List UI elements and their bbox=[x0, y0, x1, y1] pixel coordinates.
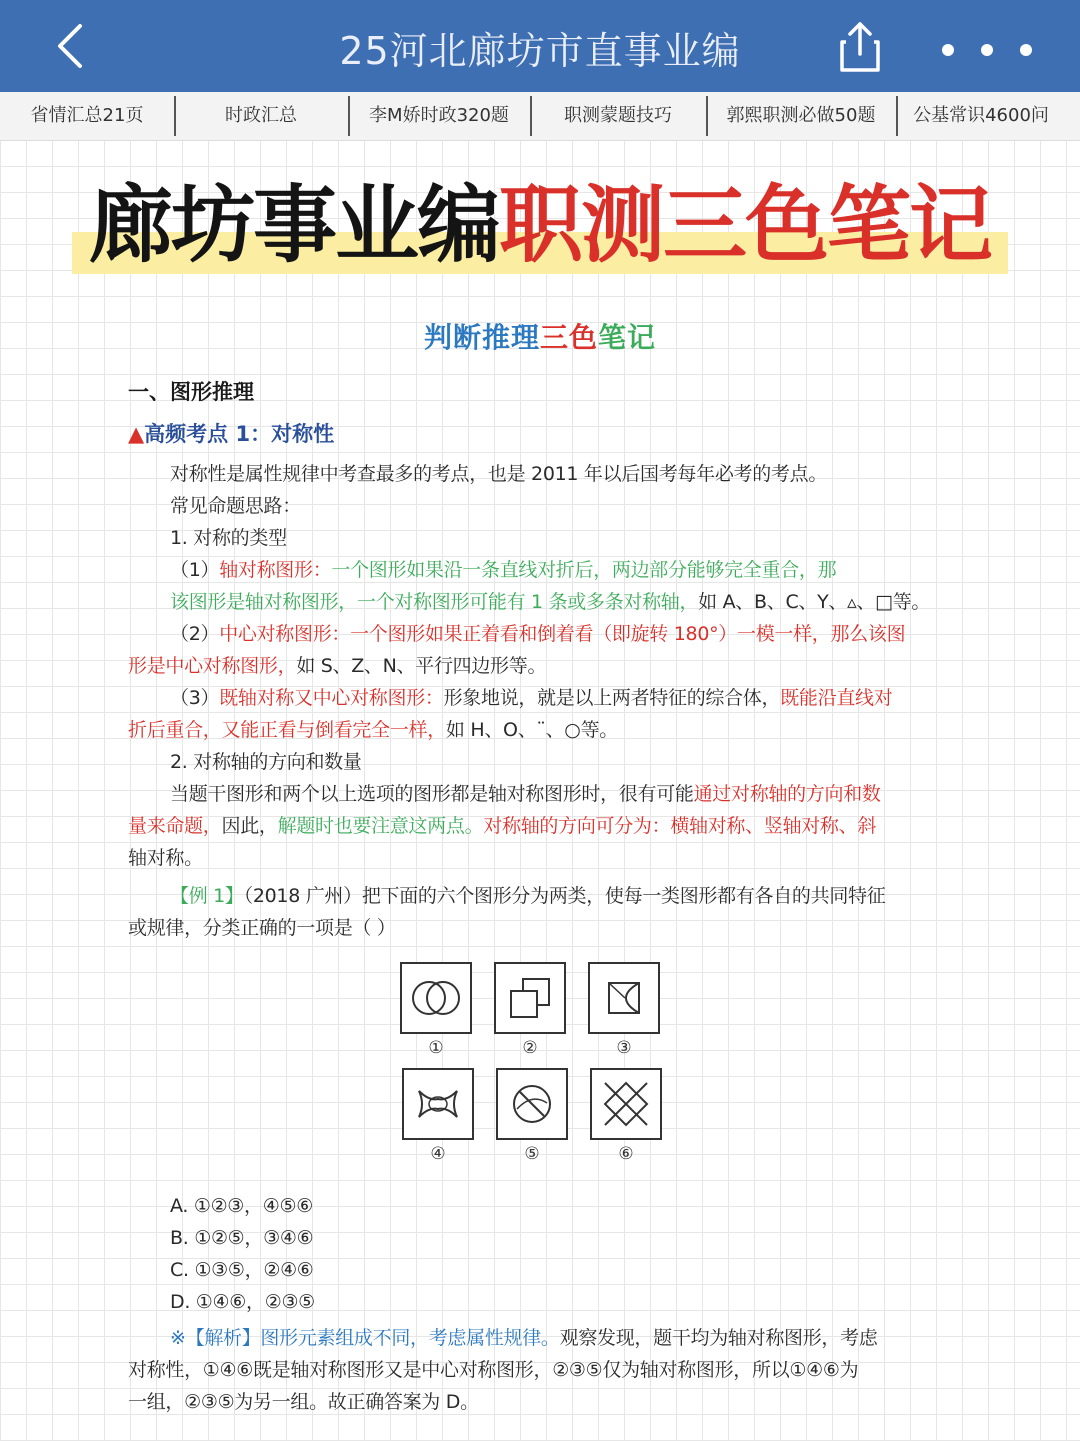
text-span: 对称轴的方向可分为：横轴对称、竖轴对称、斜 bbox=[483, 815, 877, 837]
text-span: 如 H、O、¨、○等。 bbox=[445, 719, 618, 741]
text-span: 既轴对称又中心对称图形： bbox=[219, 687, 444, 709]
text-line: 2. 对称轴的方向和数量 bbox=[170, 751, 362, 773]
text-line: 1. 对称的类型 bbox=[170, 527, 287, 549]
text-line bbox=[170, 586, 970, 618]
tab-1[interactable]: 省情汇总21页 bbox=[30, 105, 144, 126]
figure-4 bbox=[402, 1068, 474, 1140]
text-span: 通过对称轴的方向和数 bbox=[693, 783, 881, 805]
tab-3[interactable]: 李M娇时政320题 bbox=[348, 92, 530, 140]
text-line bbox=[170, 682, 970, 714]
analysis-line: 对称性，①④⑥既是轴对称图形又是中心对称图形，②③⑤仅为轴对称图形，所以①④⑥为 bbox=[128, 1359, 859, 1381]
tab-4[interactable]: 职测蒙题技巧 bbox=[530, 92, 706, 140]
text-span: 既能沿直线对 bbox=[780, 687, 893, 709]
text-line: 轴对称。 bbox=[128, 847, 203, 869]
figure-5 bbox=[496, 1068, 568, 1140]
figure-label: ② bbox=[522, 1038, 538, 1058]
text-span: 如 S、Z、N、平行四边形等。 bbox=[296, 655, 547, 677]
text-span: 一个图形如果沿一条直线对折后，两边部分能够完全重合，那 bbox=[331, 559, 837, 581]
hero-title-part2: 职测三色笔记 bbox=[499, 175, 992, 274]
text-span: 形象地说，就是以上两者特征的综合体， bbox=[443, 687, 781, 709]
section-subtitle bbox=[0, 316, 1080, 356]
text-line bbox=[128, 650, 928, 682]
overlapping-circles-icon bbox=[407, 969, 465, 1027]
option-a: A. ①②③，④⑤⑥ bbox=[170, 1195, 313, 1217]
share-button[interactable] bbox=[836, 20, 884, 74]
figure-6 bbox=[590, 1068, 662, 1140]
text-line bbox=[170, 618, 970, 650]
top-nav-bar bbox=[0, 0, 1080, 92]
figure-label: ④ bbox=[430, 1144, 446, 1164]
analysis-tag: ※【解析】图形元素组成不同，考虑属性规律。 bbox=[170, 1327, 560, 1349]
key-point-heading bbox=[128, 418, 334, 448]
hero-title-part1: 廊坊事业编 bbox=[88, 175, 499, 274]
text-span: （2） bbox=[170, 623, 220, 645]
circle-cross-icon bbox=[503, 1075, 561, 1133]
example-line: 或规律，分类正确的一项是（ ） bbox=[128, 917, 396, 939]
text-span: 形是中心对称图形， bbox=[128, 655, 297, 677]
page-title: 25河北廊坊市直事业编 bbox=[339, 29, 741, 73]
figure-label: ③ bbox=[616, 1038, 632, 1058]
figure-label: ① bbox=[428, 1038, 444, 1058]
text-span: 轴对称图形： bbox=[219, 559, 332, 581]
analysis-line bbox=[170, 1322, 970, 1354]
question-figure bbox=[398, 960, 666, 1172]
square-arc-icon bbox=[595, 969, 653, 1027]
hero-banner bbox=[70, 170, 1010, 280]
tab-5[interactable]: 郭熙职测必做50题 bbox=[706, 92, 896, 140]
figure-3 bbox=[588, 962, 660, 1034]
text-span: 量来命题， bbox=[128, 815, 222, 837]
key-point-title: 高频考点 1：对称性 bbox=[144, 422, 335, 446]
subtitle-part2: 三色 bbox=[539, 321, 598, 354]
text-line bbox=[170, 778, 970, 810]
tab-6[interactable]: 公基常识4600问 bbox=[896, 92, 1066, 140]
option-c: C. ①③⑤，②④⑥ bbox=[170, 1259, 314, 1281]
text-span: （1） bbox=[170, 559, 220, 581]
diamond-cross-icon bbox=[597, 1075, 655, 1133]
triangle-marker-icon: ▲ bbox=[128, 422, 145, 446]
text-span: 解题时也要注意这两点。 bbox=[277, 815, 484, 837]
text-line: 对称性是属性规律中考查最多的考点，也是 2011 年以后国考每年必考的考点。 bbox=[170, 463, 828, 485]
text-span: 该图形是轴对称图形，一个对称图形可能有 1 条或多条对称轴， bbox=[170, 591, 699, 613]
tab-bar bbox=[0, 92, 1080, 141]
text-span: 折后重合，又能正看与倒看完全一样， bbox=[128, 719, 446, 741]
text-span: 中心对称图形：一个图形如果正着看和倒着看（即旋转 180°）一模一样，那么该图 bbox=[219, 623, 906, 645]
text-span: （2018 广州）把下面的六个图形分为两类，使每一类图形都有各自的共同特征 bbox=[243, 885, 886, 907]
text-span: （3） bbox=[170, 687, 220, 709]
share-icon bbox=[836, 20, 884, 74]
text-span: 当题干图形和两个以上选项的图形都是轴对称图形时，很有可能 bbox=[170, 783, 694, 805]
more-dots-icon bbox=[930, 38, 1040, 62]
figure-label: ⑤ bbox=[524, 1144, 540, 1164]
tab-2[interactable]: 时政汇总 bbox=[174, 92, 348, 140]
subtitle-part1: 判断推理 bbox=[423, 321, 540, 354]
example-line bbox=[170, 880, 970, 912]
subtitle-part3: 笔记 bbox=[598, 321, 657, 354]
section-heading: 一、图形推理 bbox=[128, 380, 254, 404]
overlapping-squares-icon bbox=[501, 969, 559, 1027]
hero-title bbox=[70, 170, 1010, 280]
text-line bbox=[128, 714, 928, 746]
text-span: 观察发现，题干均为轴对称图形，考虑 bbox=[559, 1327, 878, 1349]
text-span: 如 A、B、C、Y、▵、□等。 bbox=[698, 591, 931, 613]
example-tag: 【例 1】 bbox=[170, 885, 244, 907]
more-button[interactable] bbox=[930, 38, 1040, 62]
figure-label: ⑥ bbox=[618, 1144, 634, 1164]
figure-1 bbox=[400, 962, 472, 1034]
figure-2 bbox=[494, 962, 566, 1034]
bowtie-shape-icon bbox=[409, 1075, 467, 1133]
option-b: B. ①②⑤，③④⑥ bbox=[170, 1227, 314, 1249]
text-line: 常见命题思路： bbox=[170, 495, 301, 517]
option-d: D. ①④⑥，②③⑤ bbox=[170, 1291, 315, 1313]
text-line bbox=[128, 810, 928, 842]
text-line bbox=[170, 554, 970, 586]
analysis-line: 一组，②③⑤为另一组。故正确答案为 D。 bbox=[128, 1391, 479, 1413]
text-span: 因此， bbox=[221, 815, 278, 837]
